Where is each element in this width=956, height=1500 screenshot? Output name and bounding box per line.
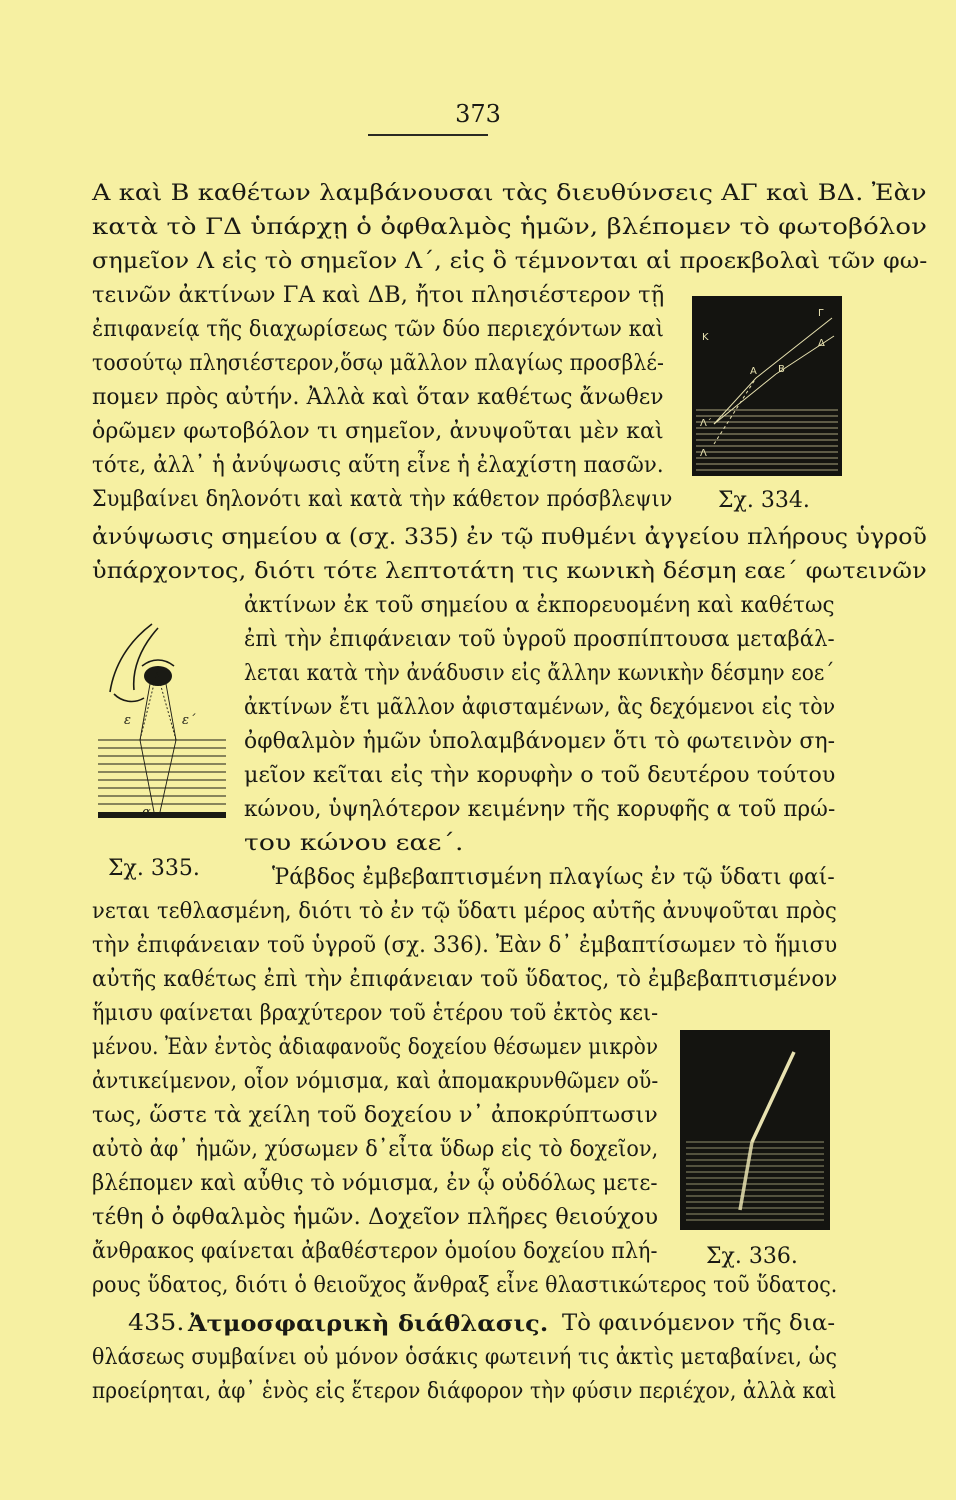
fig335-label-a: α — [142, 805, 151, 820]
text-line: ἄνθρακος φαίνεται ἀβαθέστερον ὁμοίου δοχείου πλή- — [92, 1239, 658, 1264]
text-line: τὴν ἐπιφάνειαν τοῦ ὑγροῦ (σχ. 336). Ἐὰν δ᾽ ἐμβαπτίσωμεν τὸ ἥμισυ — [92, 933, 838, 958]
text-line: τέθη ὁ ὀφθαλμὸς ἡμῶν. Δοχεῖον πλῆρες θειούχου — [92, 1205, 659, 1230]
text-line: Ῥάβδος ἐμβεβαπτισμένη πλαγίως ἐν τῷ ὕδατι φαί- — [272, 865, 835, 890]
text-line: λεται κατὰ τὴν ἀνάδυσιν εἰς ἄλλην κωνικὴν δέσμην εοε΄ — [244, 661, 835, 686]
text-line: αὐτῆς καθέτως ἐπὶ τὴν ἐπιφάνειαν τοῦ ὕδατος, τὸ ἐμβεβαπτισμένον — [92, 967, 838, 992]
fig335-label-e-prime: ε΄ — [182, 713, 196, 728]
text-line: μεῖον κεῖται εἰς τὴν κορυφὴν ο τοῦ δευτέρου τούτου — [244, 763, 836, 788]
text-line: αὐτὸ ἀφ᾽ ἡμῶν, χύσωμεν δ᾽εἶτα ὕδωρ εἰς τὸ δοχεῖον, — [92, 1137, 659, 1162]
section-number: 435. — [128, 1311, 185, 1336]
text-line: τως, ὥστε τὰ χείλη τοῦ δοχείου ν᾽ ἀποκρύπτωσιν — [92, 1103, 658, 1128]
figure-336-caption: Σχ. 336. — [706, 1244, 798, 1269]
text-line: πομεν πρὸς αὐτήν. Ἀλλὰ καὶ ὅταν καθέτως ἄνωθεν — [92, 385, 664, 410]
fig334-label-alpha: Α — [750, 366, 757, 377]
text-line: ὁρῶμεν φωτοβόλον τι σημεῖον, ἀνυψοῦται μὲν καὶ — [92, 419, 664, 444]
text-line: ἀκτίνων ἔτι μᾶλλον ἀφισταμένων, ἃς δεχόμενοι εἰς τὸν — [244, 695, 836, 720]
text-line: σημεῖον Λ εἰς τὸ σημεῖον Λ΄, εἰς ὃ τέμνονται αἱ προεκβολαὶ τῶν φω- — [92, 249, 928, 274]
figure-334 — [692, 296, 842, 476]
fig334-label-gamma: Γ — [818, 308, 824, 319]
text-line: Συμβαίνει δηλονότι καὶ κατὰ τὴν κάθετον πρόσβλεψιν — [92, 487, 673, 512]
fig334-label-delta: Δ — [818, 338, 825, 349]
text-line: ρους ὕδατος, διότι ὁ θειοῦχος ἄνθραξ εἶνε θλαστικώτερος τοῦ ὕδατος. — [92, 1273, 838, 1298]
text-line: κατὰ τὸ ΓΔ ὑπάρχῃ ὁ ὀφθαλμὸς ἡμῶν, βλέπομεν τὸ φωτοβόλον — [92, 215, 927, 240]
fig334-label-kappa: Κ — [702, 332, 709, 343]
text-line: ἐπιφανείᾳ τῆς διαχωρίσεως τῶν δύο περιεχόντων καὶ — [92, 317, 664, 342]
text-line: ὀφθαλμὸν ἡμῶν ὑπολαμβάνομεν ὅτι τὸ φωτεινὸν ση- — [244, 729, 836, 754]
text-line: Α καὶ Β καθέτων λαμβάνουσαι τὰς διευθύνσεις ΑΓ καὶ ΒΔ. Ἐὰν — [92, 181, 927, 206]
text-line: του κώνου εαε΄. — [244, 831, 464, 856]
text-line: βλέπομεν καὶ αὖθις τὸ νόμισμα, ἐν ᾧ οὐδόλως μετε- — [92, 1171, 658, 1196]
text-line: ὑπάρχοντος, διότι τότε λεπτοτάτη τις κωνικὴ δέσμη εαε΄ φωτεινῶν — [92, 559, 927, 584]
text-line: τοσούτῳ πλησιέστερον,ὅσῳ μᾶλλον πλαγίως προσβλέ- — [92, 351, 664, 376]
section-heading: Ἀτμοσφαιρικὴ διάθλασις. — [188, 1311, 549, 1337]
text-line: τεινῶν ἀκτίνων ΓΑ καὶ ΔΒ, ἤτοι πλησιέστερον τῇ — [92, 283, 665, 308]
text-line: ἐπὶ τὴν ἐπιφάνειαν τοῦ ὑγροῦ προσπίπτουσα μεταβάλ- — [244, 627, 835, 652]
figure-335 — [94, 612, 230, 848]
figure-335-caption: Σχ. 335. — [108, 856, 200, 881]
figure-334-caption: Σχ. 334. — [718, 488, 810, 513]
text-line: μένου. Ἐὰν ἐντὸς ἀδιαφανοῦς δοχείου θέσωμεν μικρὸν — [92, 1035, 659, 1060]
text-line: ἀντικείμενον, οἷον νόμισμα, καὶ ἀπομακρυνθῶμεν οὕ- — [92, 1069, 659, 1094]
fig334-label-lambda: Λ — [700, 448, 707, 459]
text-line: τότε, ἀλλ᾽ ἡ ἀνύψωσις αὕτη εἶνε ἡ ἐλαχίστη πασῶν. — [92, 453, 664, 478]
fig334-label-lambda-prime: Λ΄ — [700, 418, 712, 429]
text-line: ἀκτίνων ἐκ τοῦ σημείου α ἐκπορευομένη καὶ καθέτως — [244, 593, 835, 618]
text-line: προείρηται, ἀφ᾽ ἑνὸς εἰς ἕτερον διάφορον τὴν φύσιν περιέχον, ἀλλὰ καὶ — [92, 1379, 837, 1404]
text-line: Τὸ φαινόμενον τῆς δια- — [562, 1311, 836, 1336]
header-rule — [368, 134, 488, 136]
text-line: θλάσεως συμβαίνει οὐ μόνον ὁσάκις φωτεινή τις ἀκτὶς μεταβαίνει, ὡς — [92, 1345, 838, 1370]
text-line: κώνου, ὑψηλότερον κειμένην τῆς κορυφῆς α τοῦ πρώ- — [244, 797, 836, 822]
figure-336 — [680, 1030, 830, 1230]
text-line: νεται τεθλασμένη, διότι τὸ ἐν τῷ ὕδατι μέρος αὐτῆς ἀνυψοῦται πρὸς — [92, 899, 837, 924]
fig335-label-e: ε — [124, 713, 131, 728]
page-number: 373 — [455, 100, 501, 128]
text-line: ἀνύψωσις σημείου α (σχ. 335) ἐν τῷ πυθμένι ἀγγείου πλήρους ὑγροῦ — [92, 525, 927, 550]
text-line: ἥμισυ φαίνεται βραχύτερον τοῦ ἑτέρου τοῦ ἐκτὸς κει- — [92, 1001, 659, 1026]
fig334-label-beta: Β — [778, 364, 785, 375]
